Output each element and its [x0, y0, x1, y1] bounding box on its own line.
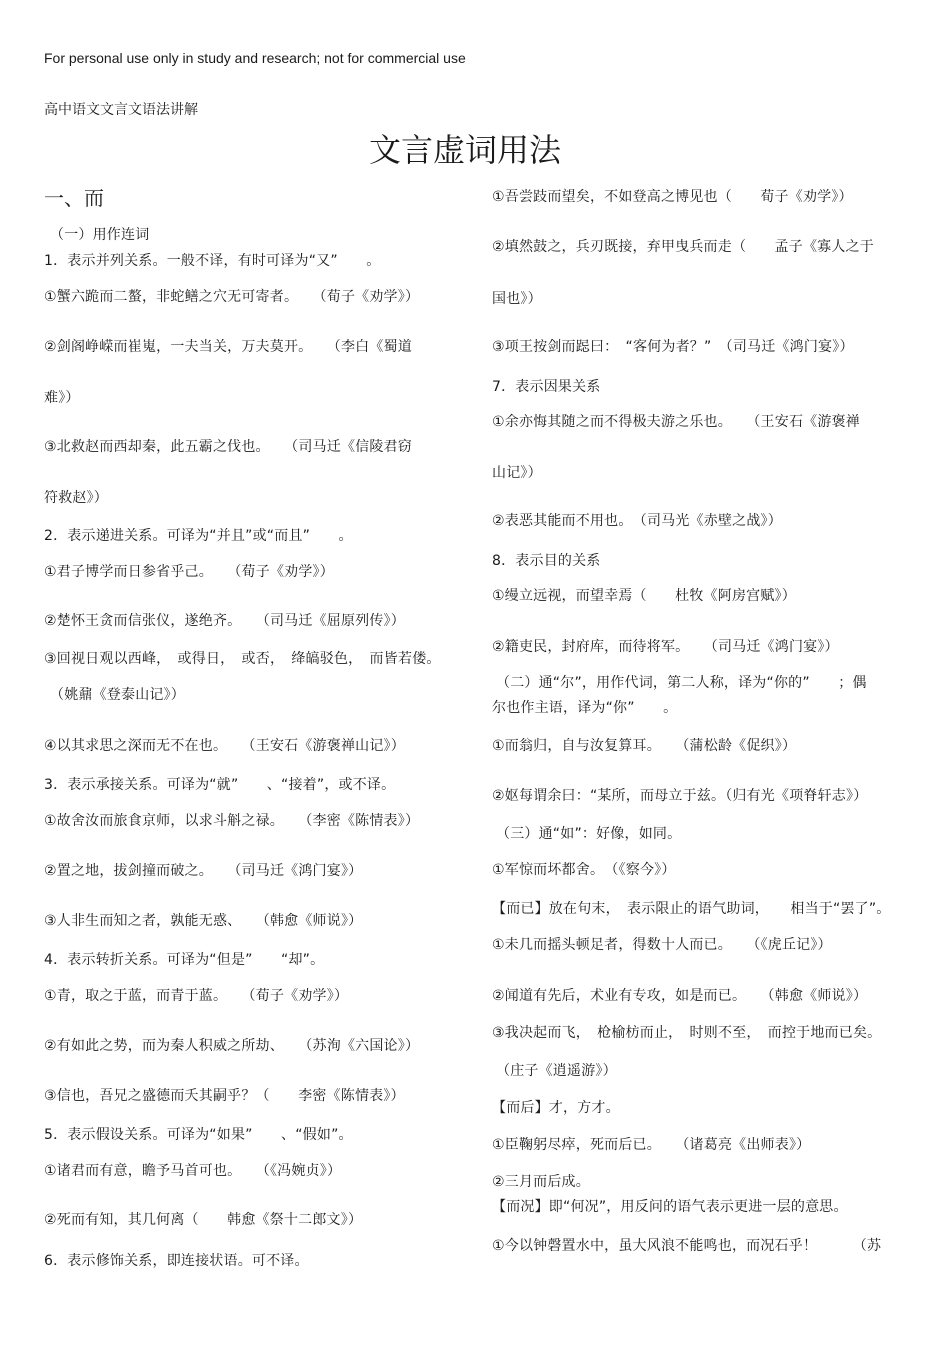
- rule-heading: 7．表示因果关系: [492, 379, 601, 395]
- rule-heading: 8．表示目的关系: [492, 553, 601, 569]
- subsection-heading-continued: 尔也作主语，译为“你” 。: [492, 700, 678, 716]
- example-line-continued: （庄子《逍遥游》）: [496, 1063, 617, 1079]
- example-line: ②籍吏民，封府库，而待将军。 （司马迁《鸿门宴》）: [492, 639, 839, 655]
- example-line: ②死而有知，其几何离（ 韩愈《祭十二郎文》）: [44, 1212, 363, 1228]
- example-line: ①诸君而有意，瞻予马首可也。 （《冯婉贞》）: [44, 1163, 342, 1179]
- term-heading: 【而况】即“何况”，用反问的语气表示更进一层的意思。: [492, 1199, 848, 1215]
- subsection-heading: （一）用作连词: [50, 227, 150, 243]
- example-line: ②三月而后成。: [492, 1174, 590, 1190]
- example-line: ①余亦悔其随之而不得极夫游之乐也。 （王安石《游褒禅: [492, 414, 860, 430]
- example-line: ③我决起而飞， 枪榆枋而止， 时则不至， 而控于地而已矣。: [492, 1025, 882, 1041]
- example-line: ④以其求思之深而无不在也。 （王安石《游褒禅山记》）: [44, 738, 405, 754]
- term-heading: 【而已】放在句末， 表示限止的语气助词， 相当于“罢了”。: [492, 901, 891, 917]
- rule-heading: 3．表示承接关系。可译为“就” 、“接着”，或不译。: [44, 777, 396, 793]
- example-line: ①蟹六跪而二螯，非蛇鳝之穴无可寄者。 （荀子《劝学》）: [44, 289, 420, 305]
- section-heading: 一、而: [44, 186, 104, 210]
- example-line: ②楚怀王贪而信张仪，遂绝齐。 （司马迁《屈原列传》）: [44, 613, 405, 629]
- example-line: ①缦立远视，而望幸焉（ 杜牧《阿房宫赋》）: [492, 588, 796, 604]
- example-line: ③信也，吾兄之盛德而夭其嗣乎？（ 李密《陈情表》）: [44, 1088, 405, 1104]
- course-title: 高中语文文言文语法讲解: [44, 102, 198, 118]
- example-line-continued: 难》）: [44, 390, 80, 406]
- example-line: ③北救赵而西却秦，此五霸之伐也。 （司马迁《信陵君窃: [44, 439, 412, 455]
- rule-heading: 1．表示并列关系。一般不译，有时可译为“又” 。: [44, 253, 381, 269]
- example-line: ②剑阁峥嵘而崔嵬，一夫当关，万夫莫开。 （李白《蜀道: [44, 339, 412, 355]
- example-line: ②闻道有先后，术业有专攻，如是而已。 （韩愈《师说》）: [492, 988, 868, 1004]
- example-line: ③人非生而知之者，孰能无惑、 （韩愈《师说》）: [44, 913, 363, 929]
- example-line: ③回视日观以西峰， 或得日， 或否， 绛皜驳色， 而皆若偻。: [44, 651, 441, 667]
- subsection-heading: （三）通“如”：好像，如同。: [496, 826, 682, 842]
- example-line: ①军惊而坏都舍。 （《察今》）: [492, 862, 676, 878]
- example-line: ②填然鼓之，兵刃既接，弃甲曳兵而走（ 孟子《寡人之于: [492, 239, 874, 255]
- example-line: ①君子博学而日参省乎己。 （荀子《劝学》）: [44, 564, 334, 580]
- example-line: ②置之地，拔剑撞而破之。 （司马迁《鸿门宴》）: [44, 863, 363, 879]
- term-heading: 【而后】才，方才。: [492, 1100, 620, 1116]
- example-line-continued: 国也》）: [492, 291, 542, 307]
- rule-heading: 2．表示递进关系。可译为“并且”或“而且” 。: [44, 528, 353, 544]
- example-line: ①而翁归，自与汝复算耳。 （蒲松龄《促织》）: [492, 738, 797, 754]
- example-line: ③项王按剑而跽曰： “客何为者？” （司马迁《鸿门宴》）: [492, 339, 854, 355]
- subsection-heading: （二）通“尔”，用作代词，第二人称，译为“你的” ；偶: [496, 675, 867, 691]
- rule-heading: 5．表示假设关系。可译为“如果” 、“假如”。: [44, 1127, 353, 1143]
- rule-heading: 6．表示修饰关系，即连接状语。可不译。: [44, 1253, 309, 1269]
- example-line: ①未几而摇头顿足者，得数十人而已。 （《虎丘记》）: [492, 937, 832, 953]
- example-line-continued: （姚鼐《登泰山记》）: [50, 687, 185, 703]
- example-line: ①臣鞠躬尽瘁，死而后已。 （诸葛亮《出师表》）: [492, 1137, 811, 1153]
- example-line: ②妪每谓余曰：“某所，而母立于兹。（归有光《项脊轩志》）: [492, 788, 868, 804]
- example-line: ②表恶其能而不用也。 （司马光《赤壁之战》）: [492, 513, 782, 529]
- example-line-continued: 山记》）: [492, 465, 542, 481]
- document-title: 文言虚词用法: [368, 131, 561, 169]
- example-line: ①今以钟磬置水中，虽大风浪不能鸣也，而况石乎！ （苏: [492, 1238, 882, 1254]
- rule-heading: 4．表示转折关系。可译为“但是” “却”。: [44, 952, 325, 968]
- example-line: ①故舍汝而旅食京师，以求斗斛之禄。 （李密《陈情表》）: [44, 813, 420, 829]
- example-line: ①吾尝跂而望矣，不如登高之博见也（ 荀子《劝学》）: [492, 189, 853, 205]
- usage-notice: For personal use only in study and research; not for commercial use: [44, 50, 466, 66]
- example-line: ①青，取之于蓝，而青于蓝。 （荀子《劝学》）: [44, 988, 349, 1004]
- example-line: ②有如此之势，而为秦人积威之所劫、 （苏洵《六国论》）: [44, 1038, 420, 1054]
- example-line-continued: 符救赵》）: [44, 490, 108, 506]
